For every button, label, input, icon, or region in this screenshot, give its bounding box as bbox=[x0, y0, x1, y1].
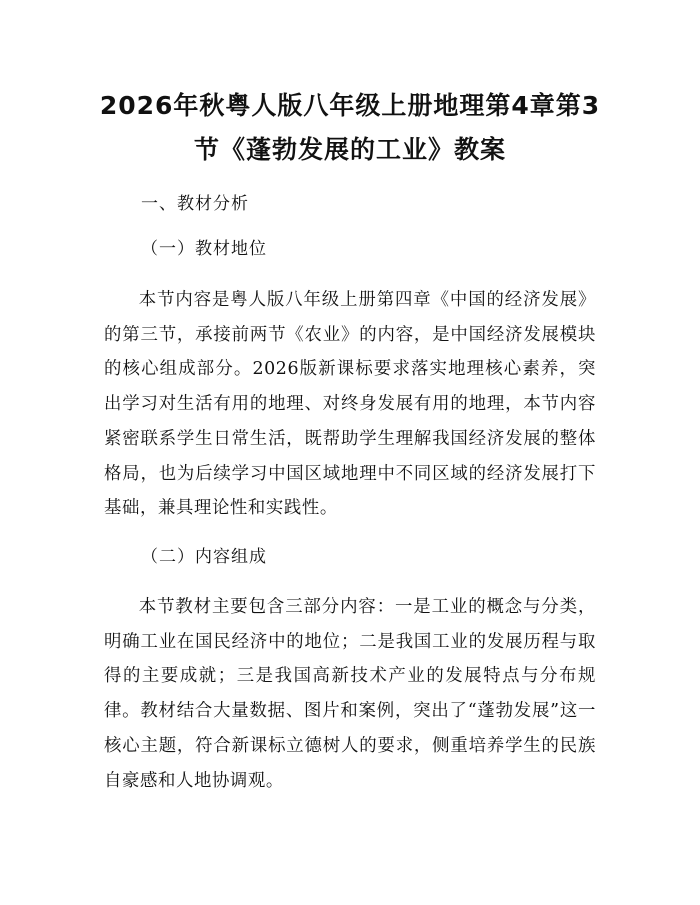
document-title-line-1: 2026年秋粤人版八年级上册地理第4章第3 bbox=[99, 91, 601, 120]
subsection-heading-content-composition: （二）内容组成 bbox=[141, 547, 267, 567]
paragraph-textbook-position: 本节内容是粤人版八年级上册第四章《中国的经济发展》的第三节，承接前两节《农业》的内容，是中国经济发展模块的核心组成部分。2026版新课标要求落实地理核心素养，突出学习对生活有用的地理、对终身发展有用的地理，本节内容紧密联系学生日常生活，既帮助学生理解我国经济发展的整体格局，也为后续学习中国区域地理中不同区域的经济发展打下基础，兼具理论性和实践性。 bbox=[104, 290, 596, 519]
paragraph-content-composition: 本节教材主要包含三部分内容：一是工业的概念与分类，明确工业在国民经济中的地位；二是我国工业的发展历程与取得的主要成就；三是我国高新技术产业的发展特点与分布规律。教材结合大量数据、图片和案例，突出了“蓬勃发展”这一核心主题，符合新课标立德树人的要求，侧重培养学生的民族自豪感和人地协调观。 bbox=[104, 597, 596, 791]
subsection-heading-textbook-position: （一）教材地位 bbox=[141, 239, 267, 259]
section-heading-textbook-analysis: 一、教材分析 bbox=[141, 194, 249, 214]
document-title-line-2: 节《蓬勃发展的工业》教案 bbox=[193, 135, 506, 164]
